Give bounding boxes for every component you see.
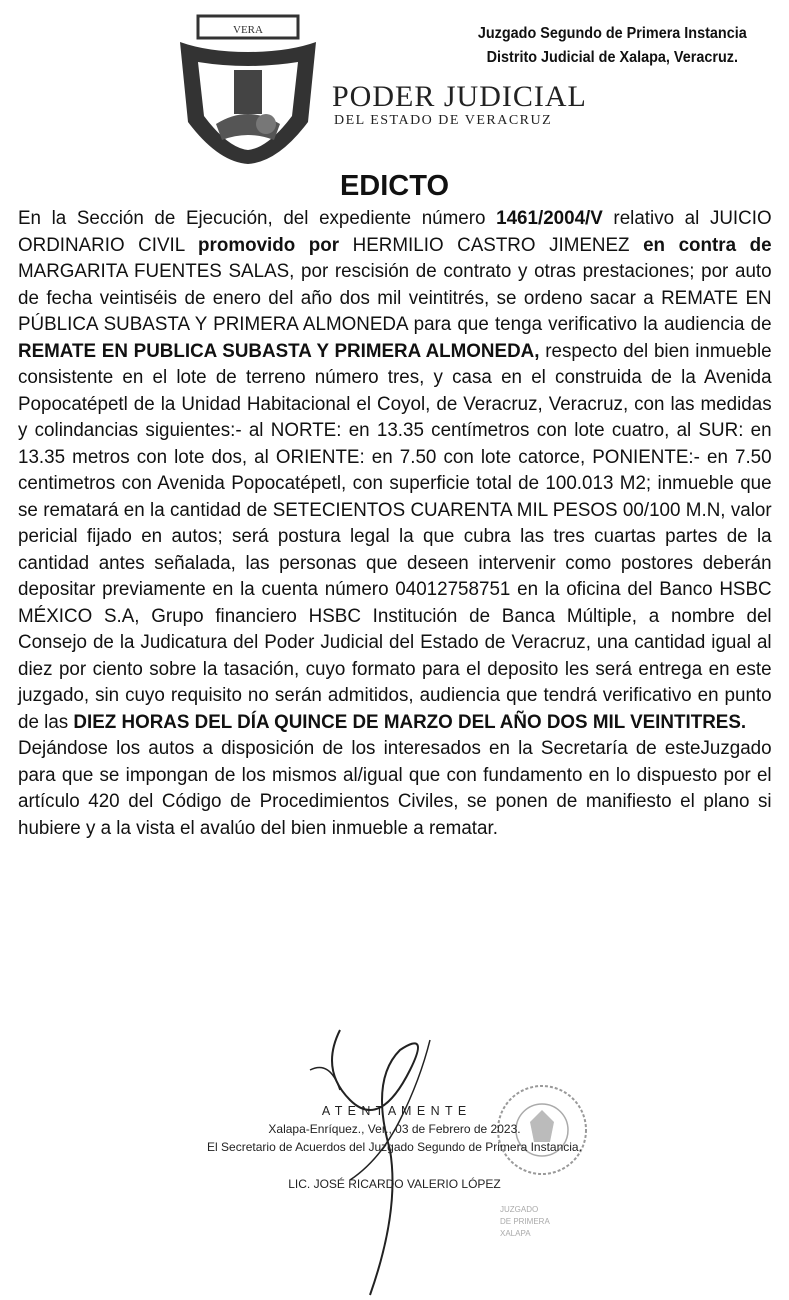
- org-subtitle: DEL ESTADO DE VERACRUZ: [334, 113, 553, 128]
- closing-place-date: Xalapa-Enríquez., Ver., 03 de Febrero de 2023.: [268, 1122, 521, 1136]
- svg-text:DE PRIMERA: DE PRIMERA: [500, 1217, 550, 1226]
- edict-body: [18, 205, 772, 841]
- court-line-1: Juzgado Segundo de Primera Instancia: [478, 25, 747, 42]
- auction-heading: REMATE EN PUBLICA SUBASTA Y PRIMERA ALMONEDA,: [18, 339, 540, 362]
- handwritten-signature: [280, 1010, 480, 1300]
- text-run: relativo al JUICIO ORDINARIO CIVIL: [18, 207, 772, 256]
- hearing-datetime: DIEZ HORAS DEL DÍA QUINCE DE MARZO DEL AÑO DOS MIL VEINTITRES.: [73, 710, 747, 733]
- org-logotype: [332, 82, 587, 130]
- court-header: [478, 22, 747, 70]
- text-run: respecto del bien inmueble consistente en el lote de terreno número tres, y casa en el construida de la Avenida Popocatépetl de la Unidad Habitacional el Coyol, de Veracruz, Veracruz, con las medidas y colindancias siguientes:- al NORTE: en 13.35 centímetros con lote cuatro, al SUR: en 13.35 metros con lote dos, al ORIENTE: en 7.50 con lote catorce, PONIENTE:- en 7.50 centimetros con Avenida Popocatépetl, con superficie total de 100.013 M2; inmueble que se rematará en la cantidad de SETECIENTOS CUARENTA MIL PESOS 00/100 M.N, valor pericial fijado en autos; será postura legal la que cubra las tres cuartas partes de la cantidad antes señalada, las personas que deseen intervenir como postores deberán depositar previamente en la cuenta número 04012758751 en la oficina del Banco HSBC MÉXICO S.A, Grupo financiero HSBC Institución de Banca Múltiple, a nombre del Consejo de la Judicatura del Poder Judicial del Estado de Veracruz, una cantidad igual al diez por ciento sobre la tasación, cuyo formato para el deposito les será entrega en este juzgado, sin cuyo requisito no serán admitidos, audiencia que tendrá verificativo en punto de las: [18, 339, 772, 733]
- court-line-2: Distrito Judicial de Xalapa, Veracruz.: [486, 49, 739, 66]
- bold-run: en contra de: [643, 233, 772, 256]
- svg-text:JUZGADO: JUZGADO: [500, 1205, 539, 1214]
- edict-title: EDICTO: [339, 170, 450, 202]
- text-run: MARGARITA FUENTES SALAS, por rescisión de contrato y otras prestaciones; por auto de fecha veintiséis de enero del año dos mil veintitrés, se ordeno sacar a REMATE EN PÚBLICA SUBASTA Y PRIMERA ALMONEDA para que tenga verificativo la audiencia de: [18, 260, 772, 335]
- case-number: 1461/2004/V: [496, 207, 603, 229]
- judicial-shield-logo: [168, 12, 328, 168]
- paragraph-2: Dejándose los autos a disposición de los interesados en la Secretaría de esteJuzgado para que se impongan de los mismos al/igual que con fundamento en lo dispuesto por el artículo 420 del Código de Procedimientos Civiles, se ponen de manifiesto el plano si hubiere y a la vista el avalúo del bien inmueble a rematar.: [18, 737, 772, 839]
- closing-role: El Secretario de Acuerdos del Juzgado Segundo de Primera Instancia.: [207, 1140, 582, 1154]
- bold-run: promovido por: [198, 233, 340, 256]
- closing-signer-name: LIC. JOSÉ RICARDO VALERIO LÓPEZ: [288, 1177, 501, 1191]
- text-run: HERMILIO CASTRO JIMENEZ: [339, 233, 644, 256]
- closing-salutation: A T E N T A M E N T E: [321, 1104, 468, 1118]
- org-name: PODER JUDICIAL: [332, 80, 587, 113]
- paragraph-1: [18, 205, 772, 735]
- text-run: En la Sección de Ejecución, del expediente número: [18, 207, 497, 229]
- logo-banner-text: VERA: [233, 24, 263, 36]
- svg-text:XALAPA: XALAPA: [500, 1229, 531, 1238]
